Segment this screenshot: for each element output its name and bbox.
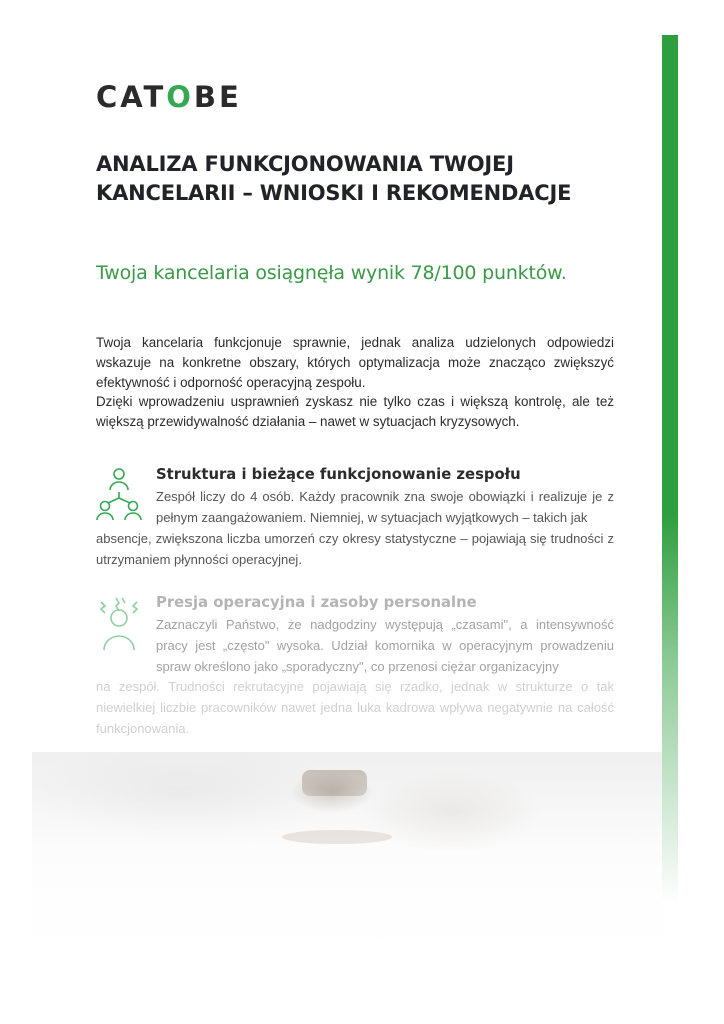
intro-paragraph-1: Twoja kancelaria funkcjonuje sprawnie, jednak analiza udzielonych odpowiedzi wskazuje na konkretne obszary, których optymalizacja może znacząco zwiększyć efektywność i odporność operacyjną zespołu.: [96, 335, 614, 390]
logo-part-1: CAT: [96, 79, 167, 114]
logo-part-3: BE: [193, 79, 242, 114]
gavel-base-shape: [282, 830, 392, 844]
section-body-full: absencje, zwiększona liczba umorzeń czy okresy statystyczne – pojawiają się trudności z utrzymaniem płynności operacyjnej.: [96, 531, 614, 567]
intro-paragraph-2: Dzięki wprowadzeniu usprawnień zyskasz nie tylko czas i większą kontrolę, ale też większą przewidywalność działania – nawet w sytuacjach kryzysowych.: [96, 394, 614, 430]
section-body-indented: Zespół liczy do 4 osób. Każdy pracownik zna swoje obowiązki i realizuje je z pełnym zaangażowaniem. Niemniej, w sytuacjach wyjątkowych – takich jak: [156, 489, 614, 525]
intro-text: [96, 333, 614, 432]
section-body-full: na zespół. Trudności rekrutacyjne pojawiają się rzadko, jednak w strukturze o tak niewielkiej liczbie pracowników nawet jedna luka kadrowa wpływa negatywnie na całość funkcjonowania.: [96, 679, 614, 736]
section-body-indented: Zaznaczyli Państwo, że nadgodziny występują „czasami", a intensywność pracy jest „często" wysoka. Udział komornika w operacyjnym prowadzeniu spraw określono jako „sporadyczny", co przenosi ciężar organizacyjny: [156, 617, 614, 674]
gavel-shape: [302, 770, 367, 796]
section-heading: Struktura i bieżące funkcjonowanie zespołu: [156, 466, 521, 483]
section-heading: Presja operacyjna i zasoby personalne: [156, 594, 477, 611]
section-team-structure: [96, 464, 614, 570]
side-accent-bar: [662, 35, 678, 905]
logo-part-2: O: [166, 79, 194, 114]
report-title-line-2: KANCELARII – WNIOSKI I REKOMENDACJE: [96, 181, 572, 205]
stressed-person-icon: [96, 594, 142, 650]
logo-text: [96, 79, 242, 114]
section-operational-pressure-continued: [96, 676, 614, 739]
background-gavel-photo: [32, 752, 662, 952]
section-operational-pressure: [96, 592, 614, 677]
catobe-logo: [96, 79, 242, 114]
team-icon: [96, 466, 142, 522]
report-title: [96, 150, 656, 208]
report-title-line-1: ANALIZA FUNKCJONOWANIA TWOJEJ: [96, 152, 514, 176]
score-statement: Twoja kancelaria osiągnęła wynik 78/100 punktów.: [96, 262, 567, 284]
